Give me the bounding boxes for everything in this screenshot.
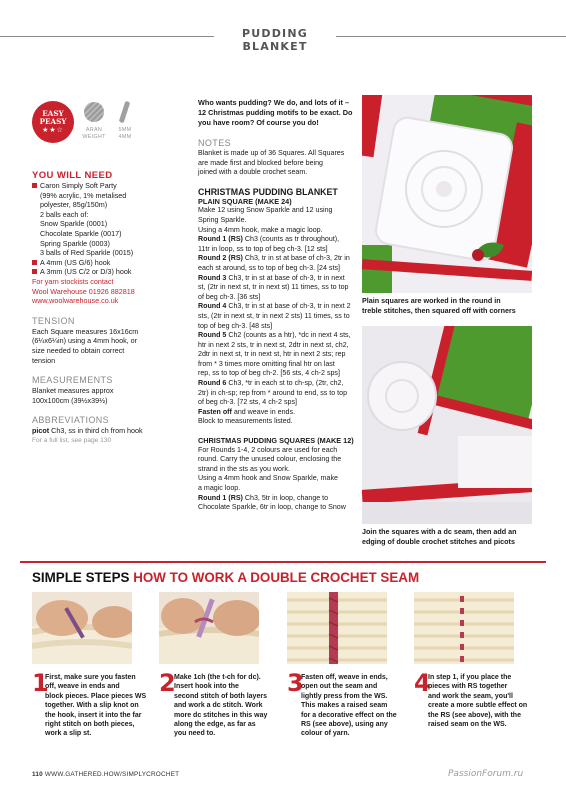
tension-line: tension	[32, 355, 56, 365]
notes-heading: NOTES	[198, 138, 232, 148]
difficulty-badge	[32, 101, 74, 143]
pattern-line: st, (2tr in next st, tr in next st) 11 times, ss to top	[198, 283, 349, 292]
joined-squares-photo	[362, 326, 532, 524]
yarn-line: 2 balls each of:	[40, 209, 89, 219]
yarn-line: Chocolate Sparkle (0017)	[40, 228, 122, 238]
steps-rule	[20, 561, 546, 563]
materials-column	[32, 170, 178, 445]
step-2-number: 2	[159, 669, 176, 697]
page-title: PUDDING BLANKET	[242, 27, 308, 53]
yarn-line: Snow Sparkle (0001)	[40, 219, 108, 229]
step-line: together. With a slip knot on	[45, 702, 139, 710]
intro-line: you have room? Of course you do!	[198, 118, 319, 127]
round-4-line	[198, 302, 354, 312]
step-line: Fasten off, weave in ends,	[301, 674, 388, 681]
pattern-column	[198, 98, 354, 513]
badge-easy-line2: PEASY	[39, 117, 67, 126]
yarn-line: Caron Simply Soft Party	[40, 181, 117, 190]
caption-joined-squares	[362, 527, 532, 547]
step-2-illustration	[159, 592, 259, 664]
step-line: Insert hook into the	[174, 683, 239, 691]
step-line: In step 1, if you place the	[428, 674, 512, 681]
step-line: the hook, insert it into the far	[45, 711, 142, 719]
hook-size-label	[110, 127, 140, 140]
hook-item	[32, 267, 178, 277]
round-text: Ch3, tr in st at base of ch-3, 2tr in	[242, 254, 350, 263]
step-4-number: 4	[414, 669, 431, 697]
plain-square-photo	[362, 95, 532, 293]
pattern-line: round. Carry the unused colour, enclosing the	[198, 455, 342, 464]
abbreviations-heading: ABBREVIATIONS	[32, 415, 110, 426]
pattern-line: Make 12 using Snow Sparkle and 12 using	[198, 206, 333, 215]
pattern-line: strand in the sts as you work.	[198, 464, 290, 473]
step-4-text	[428, 673, 538, 729]
stockist-link[interactable]: www.woolwarehouse.co.uk	[32, 296, 119, 306]
step-line: create a more subtle effect on	[428, 702, 528, 710]
badge-easy-line1: EASY	[42, 109, 64, 118]
pattern-line: from * 3 times more omitting final htr on last	[198, 359, 335, 368]
abbr-term: picot	[32, 426, 50, 436]
step-line: you need to.	[174, 730, 216, 738]
step-line: pieces with RS together	[428, 683, 508, 691]
round-label: Round 1 (RS)	[198, 235, 243, 244]
round-label: Round 6	[198, 379, 227, 388]
pattern-heading: CHRISTMAS PUDDING BLANKET	[198, 186, 338, 197]
yarn-line: Spring Sparkle (0003)	[40, 238, 110, 248]
steps-heading-secondary: HOW TO WORK A DOUBLE CROCHET SEAM	[129, 570, 420, 585]
you-will-need-heading: YOU WILL NEED	[32, 170, 113, 181]
step-line: colour of yarn.	[301, 730, 350, 738]
pattern-line: Chocolate Sparkle, 6tr in loop, change to Snow	[198, 503, 346, 512]
pattern-line: each st around, ss to top of beg ch-3. [24 sts]	[198, 263, 340, 272]
joined-squares-illustration	[362, 326, 532, 524]
step-2-photo	[159, 592, 259, 664]
round-label: Round 1 (RS)	[198, 493, 243, 502]
header-rule-right	[336, 36, 566, 37]
fasten-off-text: and weave in ends.	[231, 407, 296, 416]
hook-size-line1: 5MM	[118, 127, 132, 133]
round-text: Ch3, 5tr in loop, change to	[242, 493, 329, 502]
yarn-weight-line1: ARAN	[85, 127, 103, 133]
stockist-line: For yarn stockists contact	[32, 276, 114, 286]
step-line: work a slip st.	[45, 730, 92, 738]
step-4-photo	[414, 592, 514, 664]
round-5-line	[198, 331, 354, 341]
caption-line: Plain squares are worked in the round in	[362, 296, 501, 305]
round-label: Round 5	[198, 331, 227, 340]
steps-heading-primary: SIMPLE STEPS	[32, 570, 130, 585]
step-1-text	[45, 673, 155, 739]
bullet-square	[32, 260, 37, 265]
pattern-line: sts, (2tr in next st, tr in next 2 sts) 11 times, ss to	[198, 311, 350, 320]
pattern-line: Using a 4mm hook and Snow Sparkle, make	[198, 474, 338, 483]
step-line: First, make sure you fasten	[45, 674, 136, 681]
round-label: Round 4	[198, 302, 227, 311]
measurements-heading: MEASUREMENTS	[32, 375, 113, 386]
tension-line: Each Square measures 16x16cm	[32, 326, 139, 336]
tension-heading: TENSION	[32, 315, 75, 326]
pattern-line: Using a 4mm hook, make a magic loop.	[198, 225, 323, 234]
round-label: Round 3	[198, 273, 227, 282]
step-line: the RS (see above), with the	[428, 711, 521, 719]
yarn-line: polyester, 85g/150m)	[40, 200, 108, 210]
step-line: This makes a raised seam	[301, 702, 388, 710]
pattern-line: 11tr in loop, ss to top of beg ch-3. [12 sts]	[198, 244, 328, 253]
yarn-ball-icon	[84, 102, 104, 122]
fasten-off-line	[198, 408, 354, 418]
round-text: Ch3 (counts as tr throughout),	[242, 235, 340, 244]
abbr-definition: Ch3, ss in third ch from hook	[49, 426, 143, 436]
plain-square-illustration	[362, 95, 532, 293]
pattern-line: of beg ch-3. [36 sts]	[198, 292, 261, 301]
pattern-line: of beg ch-3. [72 sts, 4 ch-2 sps]	[198, 398, 297, 407]
step-line: and work a dc stitch. Work	[174, 702, 263, 710]
abbreviation-picot	[32, 426, 178, 436]
step-line: for a decorative effect on the	[301, 711, 397, 719]
pudding-squares-heading: CHRISTMAS PUDDING SQUARES (MAKE 12)	[198, 436, 354, 446]
round-text: Ch3, *tr in each st to ch-sp, (2tr, ch2,	[226, 379, 344, 388]
notes-line: joined with a double crochet seam.	[198, 168, 308, 177]
step-line: along the edge, as far as	[174, 721, 256, 729]
step-4-illustration	[414, 592, 514, 664]
yarn-item	[32, 181, 178, 191]
step-line: more dc stitches in this way	[174, 711, 268, 719]
pattern-line: rep, ss to top of beg ch-2. [56 sts, 4 ch-2 sps]	[198, 369, 340, 378]
caption-plain-squares	[362, 296, 532, 316]
watermark: PassionForum.ru	[448, 769, 524, 779]
pattern-line: 2tr) in ch-sp; rep from * around to end, ss to top	[198, 388, 348, 397]
header-rule-left	[0, 36, 214, 37]
pattern-line: Block to measurements listed.	[198, 417, 293, 426]
pattern-line: Spring Sparkle.	[198, 215, 247, 224]
intro-line: Who wants pudding? We do, and lots of it –	[198, 98, 350, 107]
round-3-line	[198, 274, 354, 284]
step-3-text	[301, 673, 409, 739]
step-line: lightly press from the WS.	[301, 692, 388, 700]
step-line: raised seam on the WS.	[428, 721, 507, 729]
intro-line: 12 Christmas pudding motifs to be exact. Do	[198, 108, 353, 117]
measurements-line: Blanket measures approx	[32, 386, 114, 396]
caption-line: Join the squares with a dc seam, then add an	[362, 527, 517, 536]
fasten-off-label: Fasten off	[198, 407, 232, 416]
bullet-square	[32, 183, 37, 188]
step-3-photo	[287, 592, 387, 664]
round-label: Round 2 (RS)	[198, 254, 243, 263]
pattern-line: a magic loop.	[198, 484, 241, 492]
pattern-line: htr in next 2 sts, tr in next st, 2dtr in next st, ch2,	[198, 340, 349, 349]
step-3-number: 3	[287, 669, 304, 697]
steps-heading	[32, 570, 419, 585]
stockist-phone: Wool Warehouse 01926 882818	[32, 286, 135, 296]
notes-line: are made first and blocked before being	[198, 158, 324, 167]
step-line: Make 1ch (the t-ch for dc).	[174, 674, 261, 681]
step-line: RS (see above), using any	[301, 721, 388, 729]
yarn-weight-line2: WEIGHT	[82, 133, 106, 140]
yarn-line: (99% acrylic, 1% metalised	[40, 190, 127, 200]
yarn-weight-label	[74, 127, 114, 140]
round-2-line	[198, 254, 354, 264]
caption-line: treble stitches, then squared off with corners	[362, 305, 516, 315]
hook-line: A 4mm (US G/6) hook	[40, 257, 111, 267]
hook-line: A 3mm (US C/2 or D/3) hook	[40, 267, 132, 277]
round-text: Ch2 (counts as a htr), *dc in next 4 sts,	[226, 331, 351, 340]
hook-item	[32, 258, 178, 268]
pattern-line: top of beg ch-3. [48 sts]	[198, 321, 273, 330]
step-line: right stitch on both pieces,	[45, 721, 135, 729]
hook-size-line2: 4MM	[118, 133, 132, 140]
abbreviations-note: For a full list, see page 130	[32, 436, 112, 444]
crochet-hook-icon	[119, 101, 131, 123]
measurements-line: 100x100cm (39½x39½)	[32, 395, 108, 405]
step-1-photo	[32, 592, 132, 664]
step-line: second stitch of both layers	[174, 692, 267, 700]
pattern-line: For Rounds 1-4, 2 colours are used for each	[198, 445, 338, 454]
page-number: 110	[32, 771, 43, 778]
step-3-illustration	[287, 592, 387, 664]
caption-line: edging of double crochet stitches and picots	[362, 536, 515, 546]
tension-line: size needed to obtain correct	[32, 345, 125, 355]
round-6-line	[198, 379, 354, 389]
step-1-number: 1	[32, 669, 49, 697]
step-2-text	[174, 673, 282, 739]
tension-line: (6¼x6¼in) using a 4mm hook, or	[32, 336, 138, 346]
yarn-line: 3 balls of Red Sparkle (0015)	[40, 248, 134, 258]
plain-square-heading: PLAIN SQUARE (MAKE 24)	[198, 196, 292, 206]
step-line: off, weave in ends and	[45, 683, 120, 691]
page-footer	[32, 771, 179, 778]
round-text: Ch3, tr in st at base of ch-3, tr in next	[226, 273, 345, 282]
pudding-round-1-line	[198, 494, 354, 504]
round-text: Ch3, tr in st at base of ch-3, tr in next 2	[226, 302, 351, 311]
step-line: and work the seam, you'll	[428, 692, 513, 700]
step-line: open out the seam and	[301, 683, 378, 691]
step-1-illustration	[32, 592, 132, 664]
notes-line: Blanket is made up of 36 Squares. All Squares	[198, 149, 345, 157]
difficulty-stars: ★★☆	[42, 127, 64, 134]
step-line: block pieces. Place pieces WS	[45, 692, 147, 700]
pattern-line: 2dtr in next st, tr in next st, htr in next 2 sts; rep	[198, 350, 346, 359]
bullet-square	[32, 269, 37, 274]
footer-url[interactable]: WWW.GATHERED.HOW/SIMPLYCROCHET	[42, 771, 180, 778]
round-1-line	[198, 235, 354, 245]
